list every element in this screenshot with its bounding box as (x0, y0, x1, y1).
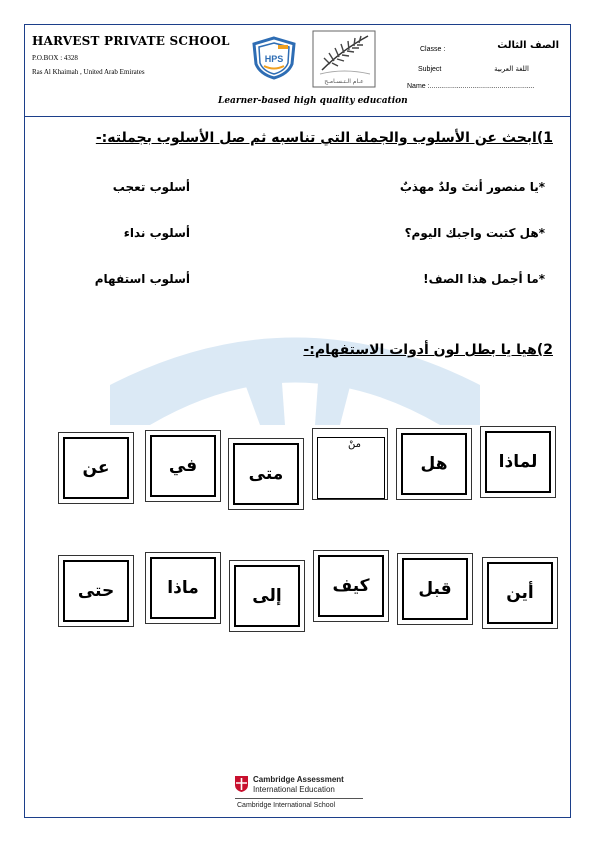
question-1-title: 1)ابحث عن الأسلوب والجملة التي تناسبه ثم صل الأسلوب بجملته:- (95, 130, 553, 146)
style-option-2[interactable]: أسلوب نداء (123, 226, 190, 240)
sentence-1: *يا منصور أنتَ ولدٌ مهذبٌ (399, 180, 545, 194)
cambridge-shield-icon (235, 776, 248, 792)
word-tile-text: كيف (318, 555, 384, 617)
word-tile-text: أين (487, 562, 553, 624)
sentence-2: *هل كتبت واجبك اليوم؟ (404, 226, 545, 240)
word-tile[interactable] (397, 553, 473, 625)
word-tile-text: ماذا (150, 557, 216, 619)
school-address: Ras Al Khaimah , United Arab Emirates (32, 68, 145, 76)
subject-value: اللغة العربية (494, 65, 529, 73)
word-tile[interactable] (313, 550, 389, 622)
question-2-title: 2)هيا يا بطل لون أدوات الاستفهام:- (303, 342, 553, 358)
word-tile[interactable] (58, 555, 134, 627)
style-option-1[interactable]: أسلوب تعجب (112, 180, 190, 194)
word-tile-text: في (150, 435, 216, 497)
sentence-3: *ما أجمل هذا الصف! (423, 272, 545, 286)
word-tile[interactable] (228, 438, 304, 510)
word-tile[interactable] (480, 426, 556, 498)
logo-text: HPS (264, 54, 284, 64)
word-tile[interactable] (58, 432, 134, 504)
word-tile-text: متى (233, 443, 299, 505)
style-option-3[interactable]: أسلوب استفهام (94, 272, 190, 286)
word-tile[interactable] (145, 552, 221, 624)
tree-caption: عـام الـتـسـامـح (324, 78, 364, 85)
word-tile-text: منْ (348, 439, 361, 450)
word-tile-text: حتى (63, 560, 129, 622)
word-tile-box (317, 437, 385, 499)
footer-divider (235, 798, 363, 799)
cambridge-line-2: International Education (253, 785, 335, 794)
school-logo (250, 36, 298, 80)
word-tile[interactable] (229, 560, 305, 632)
word-tile-text: لماذا (485, 431, 551, 493)
header-separator (24, 116, 571, 117)
school-tagline: Learner-based high quality education (218, 96, 408, 106)
class-value: الصف الثالث (497, 40, 559, 51)
word-tile-text: قبل (402, 558, 468, 620)
background-watermark (110, 315, 480, 425)
word-tile-text: عن (63, 437, 129, 499)
cambridge-line-1: Cambridge Assessment (253, 775, 344, 784)
subject-label: Subject (418, 66, 442, 73)
word-tile-text: إلى (234, 565, 300, 627)
po-box: P.O.BOX : 4328 (32, 54, 78, 62)
cambridge-school-label: Cambridge International School (237, 802, 336, 809)
word-tile[interactable] (482, 557, 558, 629)
tolerance-year-emblem (312, 30, 376, 88)
class-label: Classe : (420, 46, 446, 53)
word-tile[interactable] (145, 430, 221, 502)
word-tile[interactable] (312, 428, 388, 500)
student-name-field[interactable]: Name :...................................................... (407, 83, 535, 90)
word-tile-text: هل (401, 433, 467, 495)
school-name: HARVEST PRIVATE SCHOOL (32, 34, 230, 48)
word-tile[interactable] (396, 428, 472, 500)
